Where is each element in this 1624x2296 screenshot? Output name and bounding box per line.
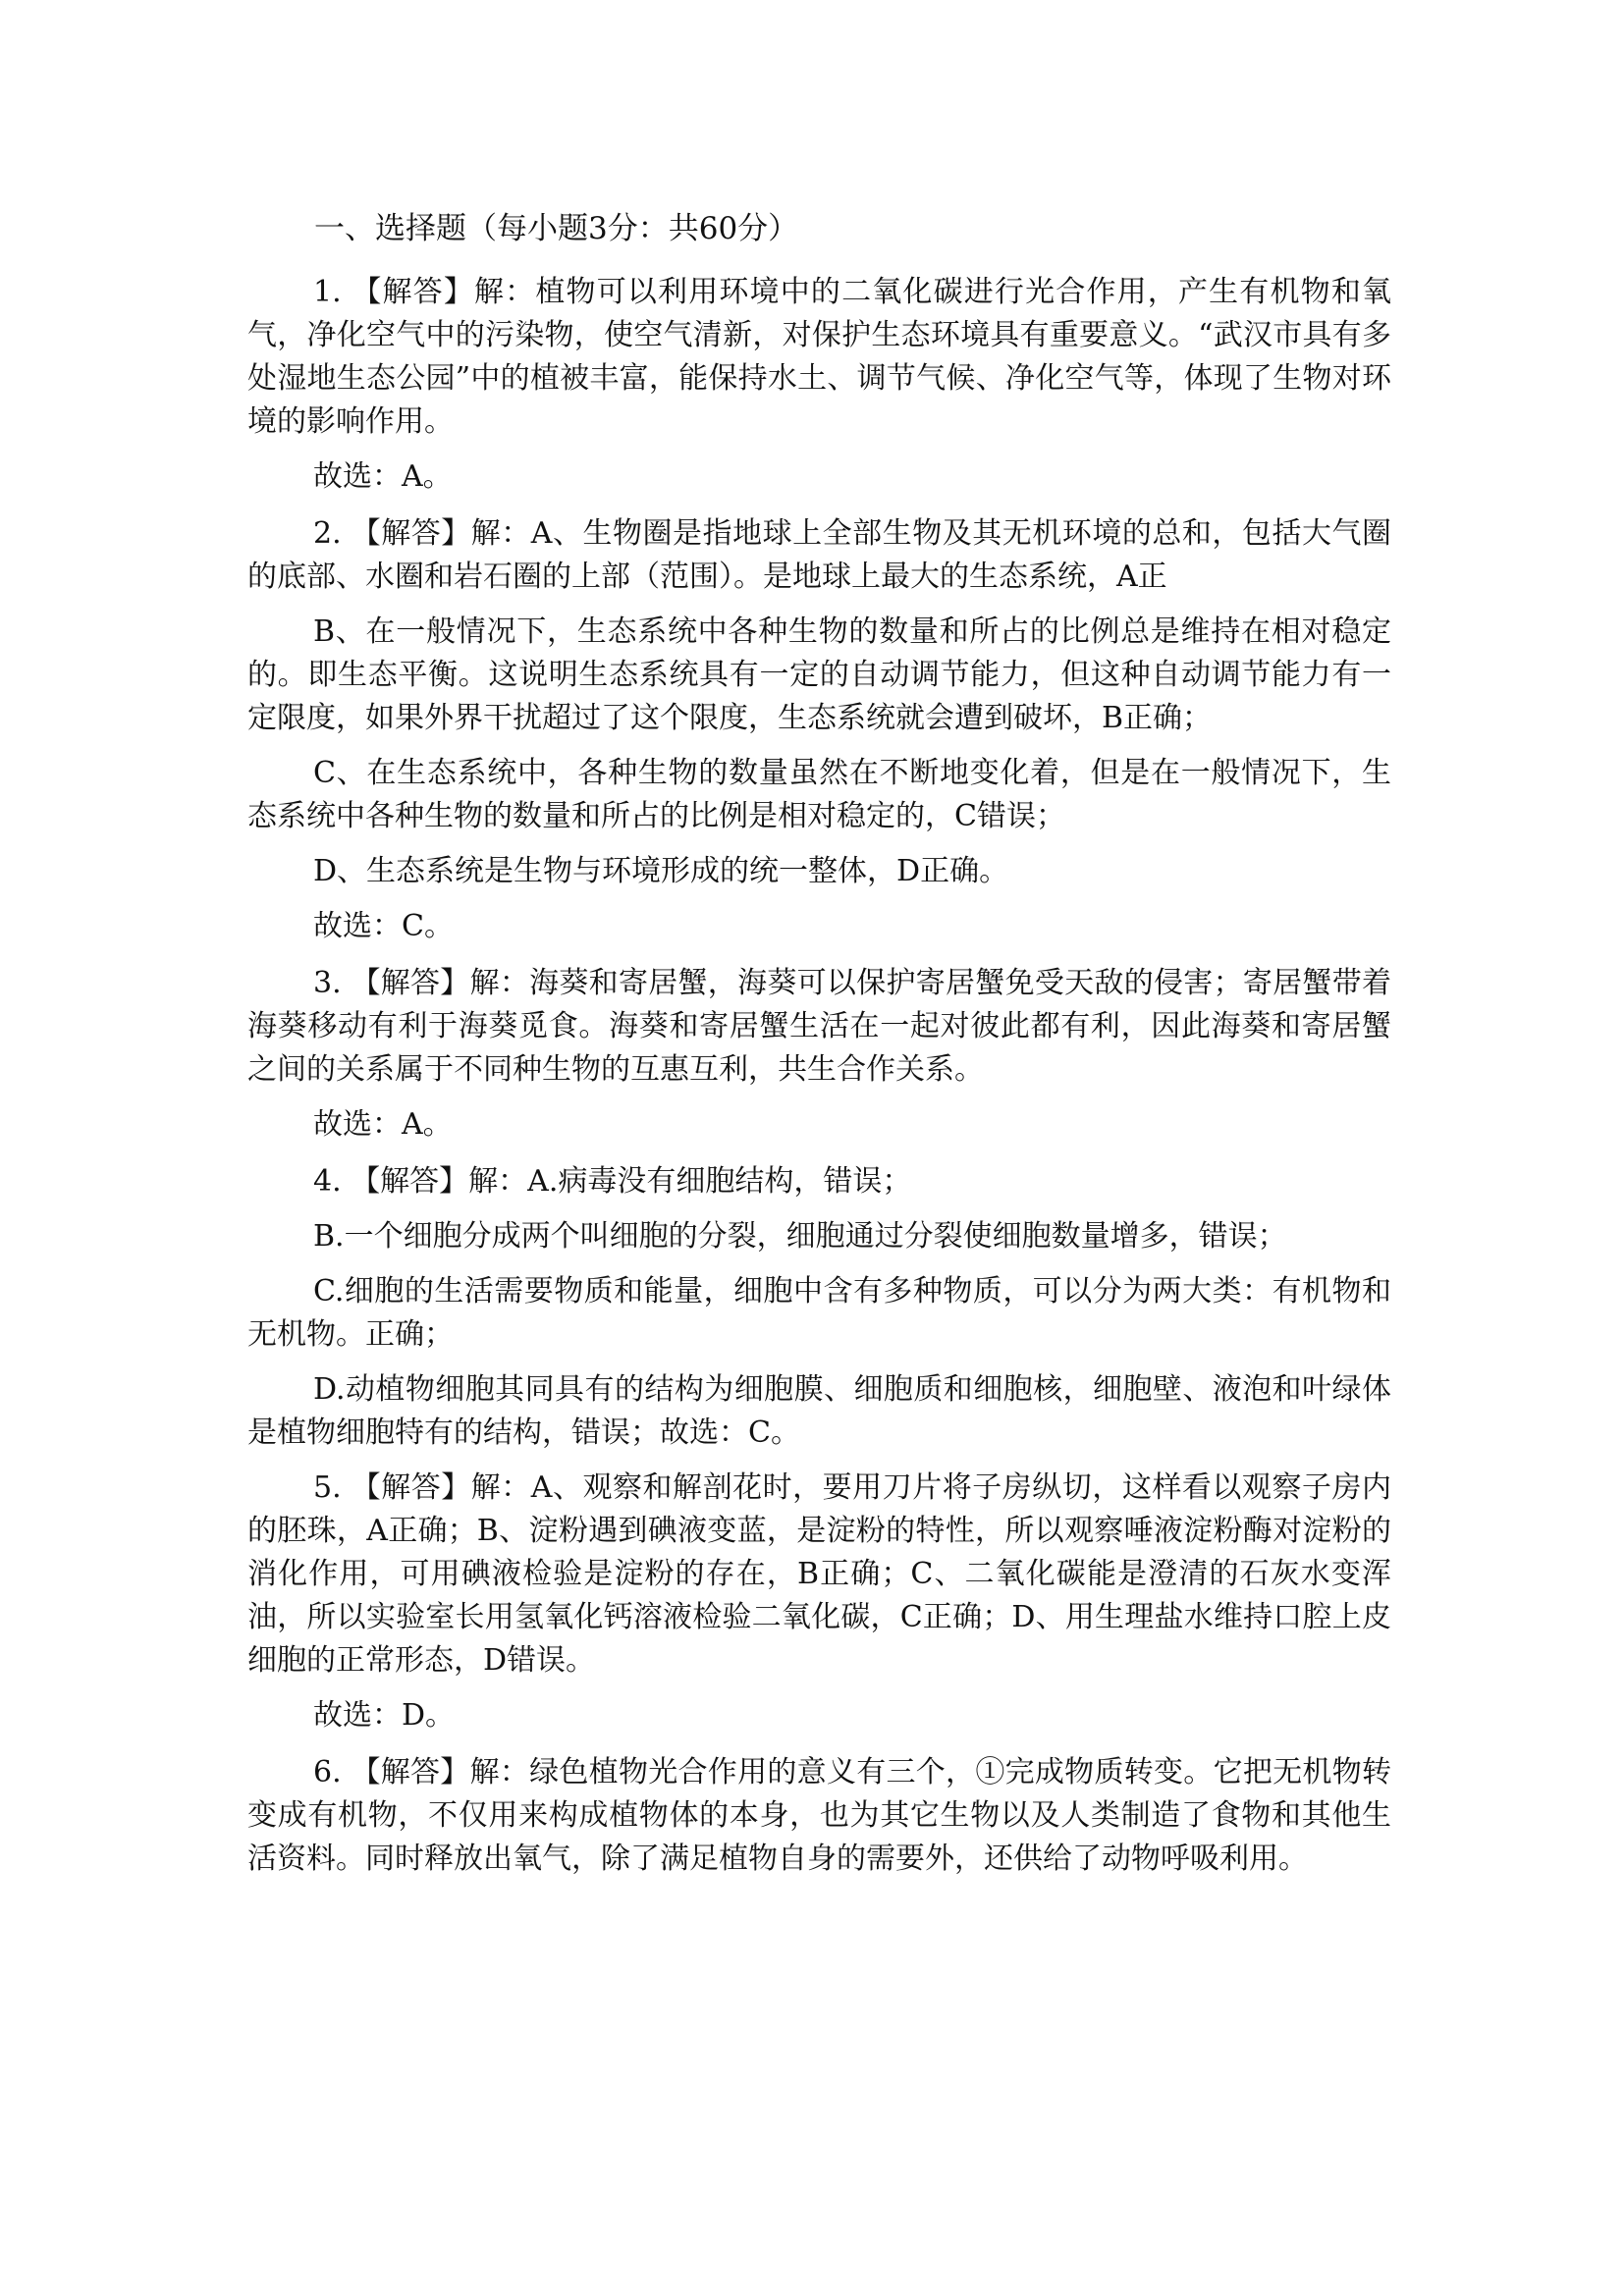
q2-answer: 故选：C。 (313, 909, 454, 943)
q5-explanation: 5. 【解答】解：A、观察和解剖花时，要用刀片将子房纵切，这样看以观察子房内的胚珠，A正确；B、淀粉遇到碘液变蓝，是淀粉的特性，所以观察唾液淀粉酶对淀粉的消化作用，可用碘液检验是淀粉的存在，B正确；C、二氧化碳能是澄清的石灰水变浑油，所以实验室长用氢氧化钙溶液检验二氧化碳，C正确；D、用生理盐水维持口腔上皮细胞的正常形态，D错误。 (247, 1470, 1391, 1678)
q1-explanation: 1. 【解答】解：植物可以利用环境中的二氧化碳进行光合作用，产生有机物和氧气，净化空气中的污染物，使空气清新，对保护生态环境具有重要意义。“武汉市具有多处湿地生态公园”中的植被丰富，能保持水土、调节气候、净化空气等，体现了生物对环境的影响作用。 (247, 275, 1391, 439)
answer-section (247, 208, 1391, 1893)
q2-option-a: 2. 【解答】解：A、生物圈是指地球上全部生物及其无机环境的总和，包括大气圈的底部、水圈和岩石圈的上部（范围）。是地球上最大的生态系统，A正 (247, 516, 1391, 594)
q2-option-b: B、在一般情况下，生态系统中各种生物的数量和所占的比例总是维持在相对稳定的。即生态平衡。这说明生态系统具有一定的自动调节能力，但这种自动调节能力有一定限度，如果外界干扰超过了这个限度，生态系统就会遭到破坏，B正确； (247, 614, 1391, 735)
q1-answer: 故选：A。 (313, 459, 453, 494)
q4-option-d: D.动植物细胞其同具有的结构为细胞膜、细胞质和细胞核，细胞壁、液泡和叶绿体是植物细胞特有的结构，错误；故选：C。 (247, 1372, 1391, 1450)
q4-option-c: C.细胞的生活需要物质和能量，细胞中含有多种物质，可以分为两大类：有机物和无机物。正确； (247, 1274, 1391, 1352)
q2-option-d: D、生态系统是生物与环境形成的统一整体，D正确。 (313, 854, 1009, 888)
q4-option-b: B.一个细胞分成两个叫细胞的分裂，细胞通过分裂使细胞数量增多，错误； (313, 1219, 1287, 1254)
q3-answer: 故选：A。 (313, 1107, 453, 1142)
q4-option-a: 4. 【解答】解：A.病毒没有细胞结构，错误； (313, 1164, 912, 1199)
q2-option-c: C、在生态系统中，各种生物的数量虽然在不断地变化着，但是在一般情况下，生态系统中各种生物的数量和所占的比例是相对稳定的，C错误； (247, 756, 1391, 833)
q3-explanation: 3. 【解答】解：海葵和寄居蟹，海葵可以保护寄居蟹免受天敌的侵害；寄居蟹带着海葵移动有利于海葵觅食。海葵和寄居蟹生活在一起对彼此都有利，因此海葵和寄居蟹之间的关系属于不同种生物的互惠互利，共生合作关系。 (247, 966, 1391, 1087)
q5-answer: 故选：D。 (313, 1698, 456, 1733)
section-heading: 一、选择题（每小题3分：共60分） (314, 211, 799, 246)
q6-explanation: 6. 【解答】解：绿色植物光合作用的意义有三个，①完成物质转变。它把无机物转变成有机物，不仅用来构成植物体的本身，也为其它生物以及人类制造了食物和其他生活资料。同时释放出氧气，除了满足植物自身的需要外，还供给了动物呼吸利用。 (247, 1755, 1391, 1876)
